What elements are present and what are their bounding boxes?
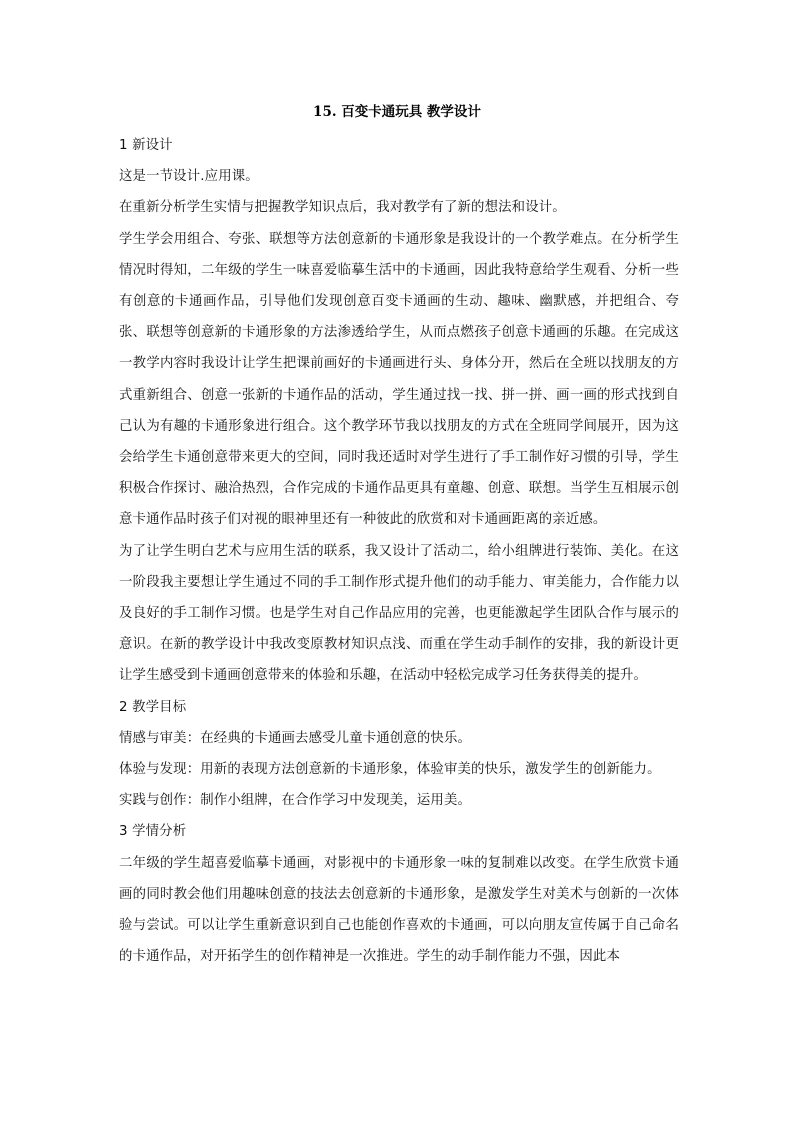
section-heading-teaching-goals: 2 教学目标 [119, 699, 187, 715]
paragraph-activity-two: 为了让学生明白艺术与应用生活的联系，我又设计了活动二，给小组牌进行装饰、美化。在这一阶段我主要想让学生通过不同的手工制作形式提升他们的动手能力、审美能力，合作能力以及良好的手工制作习惯。也是学生对自己作品应用的完善，也更能激起学生团队合作与展示的意识。在新的教学设计中我改变原教材知识点浅、而重在学生动手制作的安排，我的新设计更让学生感受到卡通画创意带来的体验和乐趣，在活动中轻松完成学习任务获得美的提升。 [119, 543, 679, 684]
paragraph-student-analysis: 二年级的学生超喜爱临摹卡通画，对影视中的卡通形象一味的复制难以改变。在学生欣赏卡通画的同时教会他们用趣味创意的技法去创意新的卡通形象，是激发学生对美术与创新的一次体验与尝试。可以让学生重新意识到自己也能创作喜欢的卡通画，可以向朋友宣传属于自己命名的卡通作品，对开拓学生的创作精神是一次推进。学生的动手制作能力不强，因此本 [119, 855, 679, 965]
goal-practice-creation: 实践与创作：制作小组牌，在合作学习中发现美，运用美。 [119, 793, 472, 809]
document-body [119, 130, 679, 972]
goal-experience-discovery: 体验与发现：用新的表现方法创意新的卡通形象，体验审美的快乐，激发学生的创新能力。 [119, 762, 661, 778]
paragraph-teaching-difficulty: 学生学会用组合、夸张、联想等方法创意新的卡通形象是我设计的一个教学难点。在分析学生情况时得知，二年级的学生一味喜爱临摹生活中的卡通画，因此我特意给学生观看、分析一些有创意的卡通画作品，引导他们发现创意百变卡通画的生动、趣味、幽默感，并把组合、夸张、联想等创意新的卡通形象的方法渗透给学生，从而点燃孩子创意卡通画的乐趣。在完成这一教学内容时我设计让学生把课前画好的卡通画进行头、身体分开，然后在全班以找朋友的方式重新组合、创意一张新的卡通作品的活动，学生通过找一找、拼一拼、画一画的形式找到自己认为有趣的卡通形象进行组合。这个教学环节我以找朋友的方式在全班同学间展开，因为这会给学生卡通创意带来更大的空间，同时我还适时对学生进行了手工制作好习惯的引导，学生积极合作探讨、融洽热烈，合作完成的卡通作品更具有童趣、创意、联想。当学生互相展示创意卡通作品时孩子们对视的眼神里还有一种彼此的欣赏和对卡通画距离的亲近感。 [119, 231, 679, 528]
paragraph-course-type: 这是一节设计.应用课。 [119, 169, 259, 185]
goal-emotion-aesthetics: 情感与审美：在经典的卡通画去感受儿童卡通创意的快乐。 [119, 730, 472, 746]
section-heading-student-analysis: 3 学情分析 [119, 824, 187, 840]
document-title: 15. 百变卡通玩具 教学设计 [313, 104, 481, 120]
section-heading-new-design: 1 新设计 [119, 138, 173, 153]
paragraph-reanalysis: 在重新分析学生实情与把握教学知识点后，我对教学有了新的想法和设计。 [119, 200, 566, 216]
